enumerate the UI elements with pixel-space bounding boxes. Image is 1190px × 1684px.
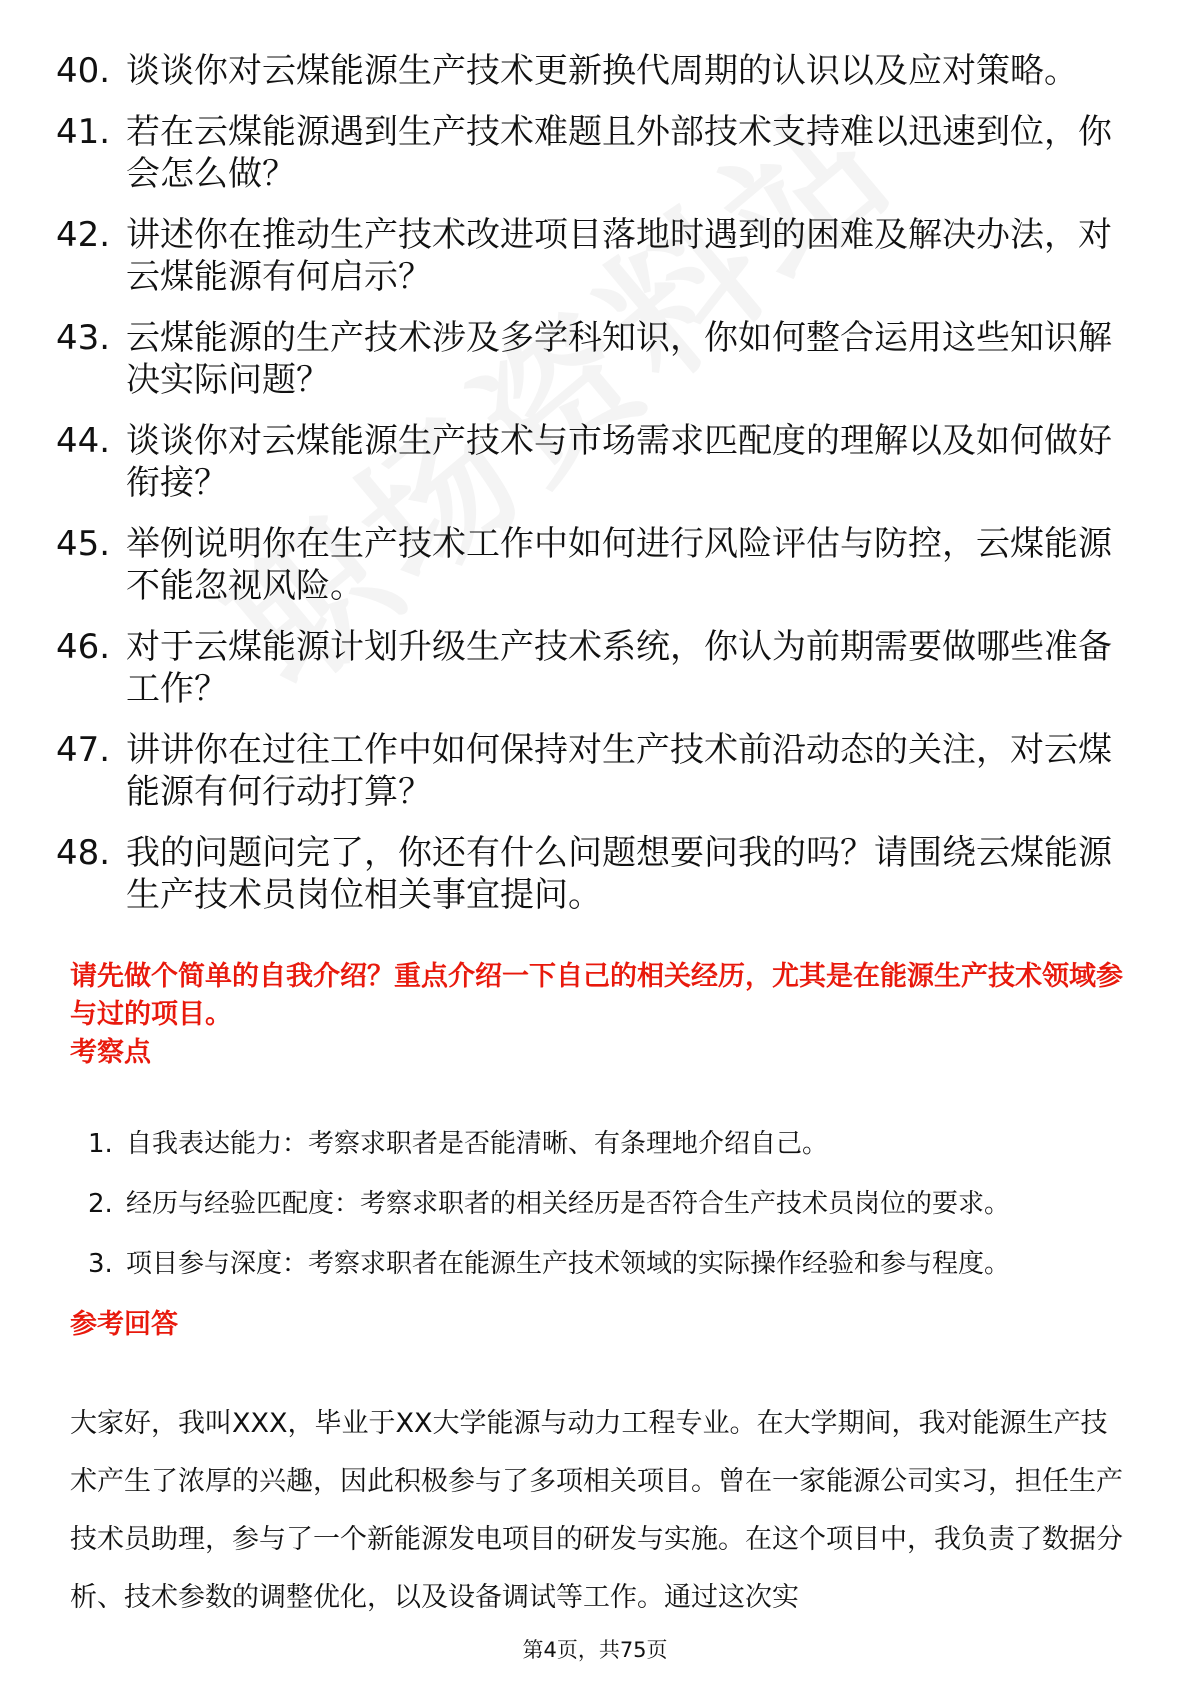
question-text: 云煤能源的生产技术涉及多学科知识，你如何整合运用这些知识解决实际问题？: [126, 318, 1112, 400]
assessment-point-list: [88, 1126, 1148, 1306]
question-text: 谈谈你对云煤能源生产技术与市场需求匹配度的理解以及如何做好衔接？: [126, 421, 1112, 503]
question-number: 42.: [56, 215, 111, 255]
question-text: 对于云煤能源计划升级生产技术系统，你认为前期需要做哪些准备工作？: [126, 627, 1112, 709]
point-number: 2.: [88, 1189, 113, 1219]
highlight-question: 请先做个简单的自我介绍？重点介绍一下自己的相关经历，尤其是在能源生产技术领域参与过的项目。: [70, 961, 1123, 1030]
question-text: 讲述你在推动生产技术改进项目落地时遇到的困难及解决办法，对云煤能源有何启示？: [126, 215, 1112, 297]
question-text: 谈谈你对云煤能源生产技术更新换代周期的认识以及应对策略。: [126, 51, 1078, 91]
point-number: 3.: [88, 1249, 113, 1279]
assessment-point: [88, 1186, 1148, 1222]
question-number: 46.: [56, 627, 111, 667]
question-item: [56, 214, 1136, 298]
question-number: 41.: [56, 112, 111, 152]
question-item: [56, 317, 1136, 401]
assessment-point: [88, 1246, 1148, 1282]
reference-answer-title: 参考回答: [70, 1309, 178, 1340]
question-item: [56, 50, 1136, 92]
reference-answer-text: 大家好，我叫XXX，毕业于XX大学能源与动力工程专业。在大学期间，我对能源生产技术产生了浓厚的兴趣，因此积极参与了多项相关项目。曾在一家能源公司实习，担任生产技术员助理，参与了一个新能源发电项目的研发与实施。在这个项目中，我负责了数据分析、技术参数的调整优化，以及设备调试等工作。通过这次实: [70, 1408, 1123, 1613]
question-number: 45.: [56, 524, 111, 564]
question-text: 我的问题问完了，你还有什么问题想要问我的吗？请围绕云煤能源生产技术员岗位相关事宜提问。: [126, 833, 1112, 915]
question-item: [56, 729, 1136, 813]
page-footer: 第4页，共75页: [522, 1638, 668, 1662]
question-list: [56, 50, 1136, 935]
question-item: [56, 832, 1136, 916]
point-text: 经历与经验匹配度：考察求职者的相关经历是否符合生产技术员岗位的要求。: [126, 1189, 1011, 1219]
question-number: 44.: [56, 421, 111, 461]
question-text: 若在云煤能源遇到生产技术难题且外部技术支持难以迅速到位，你会怎么做？: [126, 112, 1112, 194]
point-text: 项目参与深度：考察求职者在能源生产技术领域的实际操作经验和参与程度。: [126, 1249, 1011, 1279]
question-text: 举例说明你在生产技术工作中如何进行风险评估与防控，云煤能源不能忽视风险。: [126, 524, 1112, 606]
point-text: 自我表达能力：考察求职者是否能清晰、有条理地介绍自己。: [126, 1129, 829, 1159]
question-number: 48.: [56, 833, 111, 873]
point-number: 1.: [88, 1129, 113, 1159]
question-number: 43.: [56, 318, 111, 358]
question-item: [56, 111, 1136, 195]
question-item: [56, 420, 1136, 504]
question-text: 讲讲你在过往工作中如何保持对生产技术前沿动态的关注，对云煤能源有何行动打算？: [126, 730, 1112, 812]
question-item: [56, 523, 1136, 607]
question-item: [56, 626, 1136, 710]
question-number: 47.: [56, 730, 111, 770]
assessment-point: [88, 1126, 1148, 1162]
assessment-title: 考察点: [70, 1037, 151, 1068]
question-number: 40.: [56, 51, 111, 91]
